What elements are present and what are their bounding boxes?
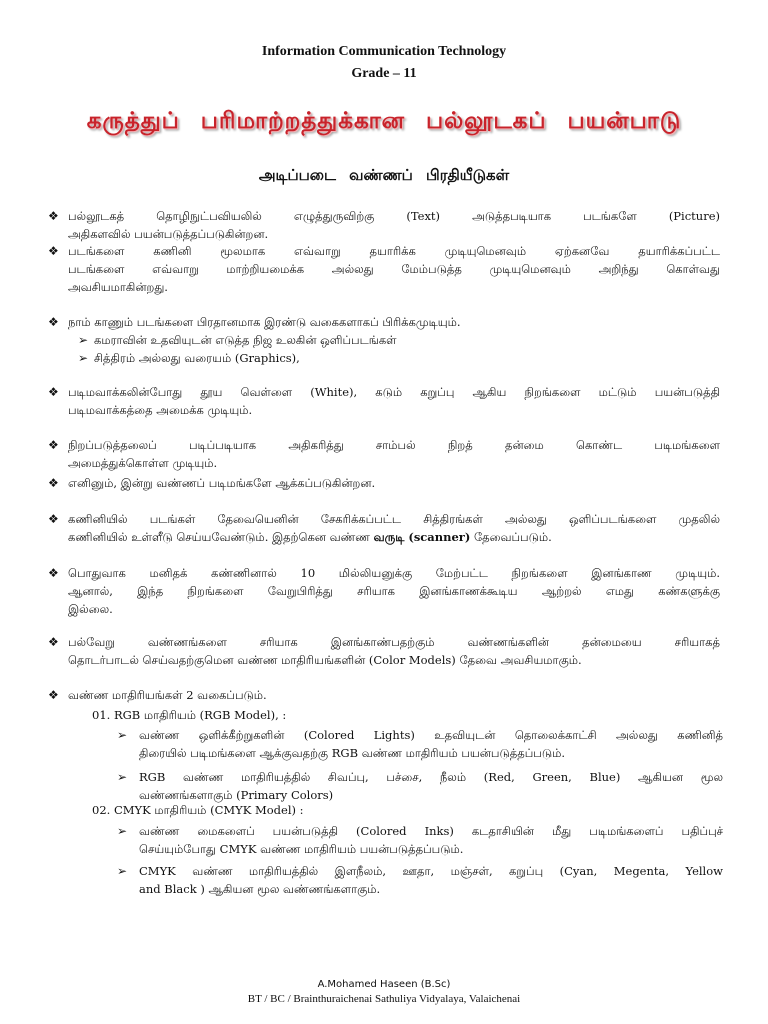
diamond-bullet-icon: ❖ — [48, 315, 59, 329]
paragraph-text: கணினியில் படங்கள் தேவையெனின் சேகரிக்கப்பட்ட சித்திரங்கள் அல்லது ஒளிப்படங்களை முதலில் — [68, 512, 720, 526]
diamond-bullet-icon: ❖ — [48, 566, 59, 580]
bullet-line — [48, 528, 720, 546]
diamond-bullet-icon: ❖ — [48, 635, 59, 649]
bullet-line — [48, 633, 720, 651]
sub-item-text: செய்யும்போது CMYK வண்ண மாதிரியம் பயன்படுத்தப்படும். — [139, 842, 464, 856]
paragraph-text: தொடர்பாடல் செய்வதற்குமென வண்ண மாதிரியங்களின் (Color Models) தேவை அவசியமாகும். — [68, 653, 582, 667]
sub-item — [117, 768, 723, 786]
diamond-bullet-icon: ❖ — [48, 688, 59, 702]
bullet-line — [48, 474, 720, 492]
diamond-bullet-icon: ❖ — [48, 512, 59, 526]
arrow-bullet-icon: ➢ — [78, 333, 89, 347]
paragraph-text: படிமவாக்கத்தை அமைக்க முடியும். — [68, 403, 253, 417]
sub-list — [78, 331, 684, 367]
diamond-bullet-icon: ❖ — [48, 209, 59, 223]
sub-item — [117, 880, 723, 898]
sub-item — [117, 726, 723, 744]
sub-item-text: வண்ண ஒளிக்கீற்றுகளின் (Colored Lights) உதவியுடன் தொலைக்காட்சி அல்லது கணினித் — [139, 728, 723, 742]
bullet-line — [48, 600, 720, 618]
paragraph-text: ஆனால், இந்த நிறங்களை வேறுபிரித்து சரியாக இனங்காணக்கூடிய ஆற்றல் எமது கண்களுக்கு — [68, 584, 720, 598]
bullet-line — [48, 651, 720, 669]
sub-item-text: வண்ணங்களாகும் (Primary Colors) — [139, 788, 334, 802]
sub-item-text: திரையில் படிமங்களை ஆக்குவதற்கு RGB வண்ண மாதிரியம் பயன்படுத்தப்படும். — [139, 746, 566, 760]
bullet-line — [48, 436, 720, 454]
diamond-bullet-icon: ❖ — [48, 244, 59, 258]
sub-item-text: and Black ) ஆகியன மூல வண்ணங்களாகும். — [139, 882, 381, 896]
bullet-line — [48, 401, 720, 419]
sub-item — [117, 862, 723, 880]
paragraph-text: பல்வேறு வண்ணங்களை சரியாக இனங்காண்பதற்கும் வண்ணங்களின் தன்மையை சரியாகத் — [68, 635, 720, 649]
footer-school: BT / BC / Brainthuraichenai Sathuliya Vidyalaya, Valaichenai — [247, 993, 521, 1005]
bullet-line — [48, 564, 720, 582]
bullet-paragraph — [48, 383, 720, 419]
rgb-sub-list — [117, 726, 723, 804]
bullet-paragraph — [48, 510, 720, 546]
bullet-line — [48, 242, 720, 260]
rgb-model-heading: 01. RGB மாதிரியம் (RGB Model), : — [92, 708, 287, 722]
bullet-line — [48, 383, 720, 401]
page-title: கருத்துப் பரிமாற்றத்துக்கான பல்லூடகப் பயன்பாடு — [86, 108, 682, 134]
sub-item-text: சித்திரம் அல்லது வரையம் (Graphics), — [94, 351, 300, 365]
paragraph-text: பல்லூடகத் தொழிநுட்பவியலில் எழுத்துருவிற்கு (Text) அடுத்தபடியாக படங்களே (Picture) — [68, 209, 720, 223]
scanner-term: வருடி (scanner) — [373, 530, 471, 544]
bullet-line — [48, 510, 720, 528]
paragraph-text: பொதுவாக மனிதக் கண்ணினால் 10 மில்லியனுக்கு மேற்பட்ட நிறங்களை இனங்காண முடியும். — [68, 566, 720, 580]
paragraph-text: கணினியில் உள்ளீடு செய்யவேண்டும். இதற்கென வண்ண — [68, 530, 370, 544]
arrow-bullet-icon: ➢ — [117, 824, 128, 838]
bullet-paragraph — [48, 564, 720, 618]
paragraph-text: இல்லை. — [68, 602, 113, 616]
diamond-bullet-icon: ❖ — [48, 476, 59, 490]
bullet-line — [48, 582, 720, 600]
cmyk-sub-list — [117, 822, 723, 898]
bullet-paragraph — [48, 436, 720, 472]
section-subtitle: அடிப்படை வண்ணப் பிரதியீடுகள் — [258, 166, 510, 184]
arrow-bullet-icon: ➢ — [117, 770, 128, 784]
sub-item — [78, 331, 684, 349]
footer-author: A.Mohamed Haseen (B.Sc) — [317, 979, 451, 990]
arrow-bullet-icon: ➢ — [117, 728, 128, 742]
bullet-line — [48, 686, 720, 704]
arrow-bullet-icon: ➢ — [78, 351, 89, 365]
bullet-line — [48, 278, 720, 296]
bullet-line — [48, 225, 720, 243]
bullet-line — [48, 207, 720, 225]
paragraph-text: நாம் காணும் படங்களை பிரதானமாக இரண்டு வகைகளாகப் பிரிக்கமுடியும். — [68, 315, 461, 329]
paragraph-text: அமைத்துக்கொள்ள முடியும். — [68, 456, 218, 470]
bullet-paragraph — [48, 474, 720, 492]
paragraph-text: தேவைப்படும். — [473, 530, 552, 544]
bullet-line — [48, 454, 720, 472]
subject-heading: Information Communication Technology — [261, 44, 507, 59]
bullet-paragraph — [48, 633, 720, 669]
bullet-paragraph — [48, 207, 720, 243]
paragraph-text: எனினும், இன்று வண்ணப் படிமங்களே ஆக்கப்படுகின்றன. — [68, 476, 376, 490]
diamond-bullet-icon: ❖ — [48, 438, 59, 452]
sub-item-text: RGB வண்ண மாதிரியத்தில் சிவப்பு, பச்சை, நீலம் (Red, Green, Blue) ஆகியன மூல — [139, 770, 723, 784]
sub-item-text: கமராவின் உதவியுடன் எடுத்த நிஜ உலகின் ஒளிப்படங்கள் — [94, 333, 397, 347]
paragraph-text: படிமவாக்கலின்போது தூய வெள்ளை (White), கடும் கறுப்பு ஆகிய நிறங்களை மட்டும் பயன்படுத்தி — [68, 385, 720, 399]
sub-item-text: CMYK வண்ண மாதிரியத்தில் இளநீலம், ஊதா, மஞ்சள், கறுப்பு (Cyan, Megenta, Yellow — [139, 864, 723, 878]
arrow-bullet-icon: ➢ — [117, 864, 128, 878]
diamond-bullet-icon: ❖ — [48, 385, 59, 399]
paragraph-text: அதிகளவில் பயன்படுத்தப்படுகின்றன. — [68, 227, 269, 241]
paragraph-text: அவசியமாகின்றது. — [68, 280, 168, 294]
sub-item — [117, 822, 723, 840]
sub-item — [78, 349, 684, 367]
bullet-line — [48, 260, 720, 278]
paragraph-text: வண்ண மாதிரியங்கள் 2 வகைப்படும். — [68, 688, 267, 702]
paragraph-text: நிறப்படுத்தலைப் படிப்படியாக அதிகரித்து சாம்பல் நிறத் தன்மை கொண்ட படிமங்களை — [68, 438, 720, 452]
paragraph-text: படங்களை எவ்வாறு மாற்றியமைக்க அல்லது மேம்படுத்த முடியுமெனவும் அறிந்து கொள்வது — [68, 262, 720, 276]
bullet-paragraph — [48, 313, 720, 331]
cmyk-model-heading: 02. CMYK மாதிரியம் (CMYK Model) : — [92, 803, 304, 817]
bullet-line — [48, 313, 720, 331]
grade-heading: Grade – 11 — [351, 66, 417, 81]
bullet-paragraph — [48, 242, 720, 296]
bullet-paragraph — [48, 686, 720, 704]
paragraph-text: படங்களை கணினி மூலமாக எவ்வாறு தயாரிக்க முடியுமெனவும் ஏற்கனவே தயாரிக்கப்பட்ட — [68, 244, 720, 258]
sub-item — [117, 744, 723, 762]
sub-item — [117, 840, 723, 858]
sub-item-text: வண்ண மைகளைப் பயன்படுத்தி (Colored Inks) கடதாசியின் மீது படிமங்களைப் பதிப்புச் — [139, 824, 723, 838]
